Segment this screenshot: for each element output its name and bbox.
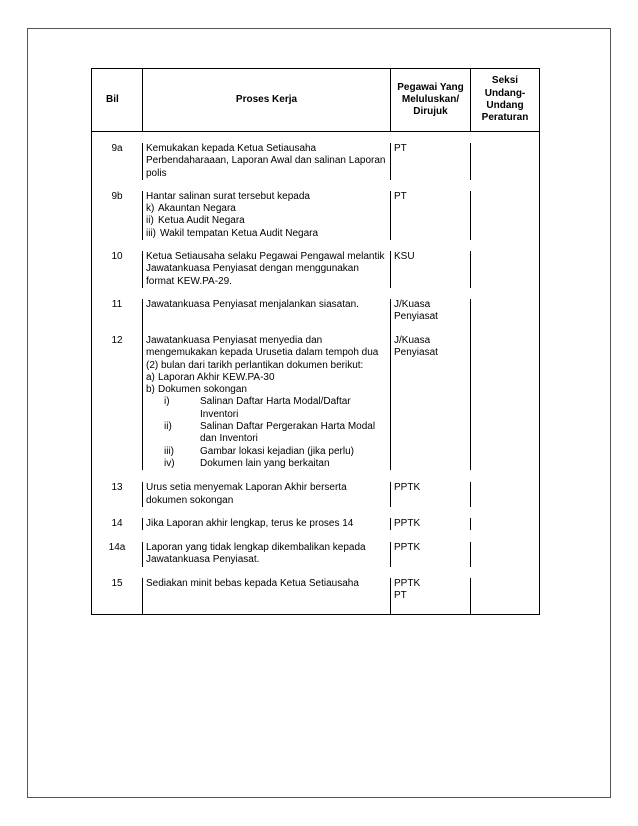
list-marker: iii) xyxy=(146,227,156,239)
row-pegawai xyxy=(391,335,471,470)
row-pegawai-11: J/Kuasa Penyiasat xyxy=(394,298,438,323)
row-content xyxy=(143,191,391,240)
header-pegawai: Pegawai Yang Meluluskan/ Dirujuk xyxy=(391,69,471,132)
row-bil: 10 xyxy=(92,251,143,288)
row-bil: 12 xyxy=(92,335,143,470)
row-pegawai-line2: PT xyxy=(394,590,407,602)
row-text: Sediakan minit bebas kepada Ketua Setiausaha xyxy=(143,578,391,603)
list-text: Salinan Daftar Pergerakan Harta Modal dan Inventori xyxy=(200,421,376,445)
table-header-row xyxy=(92,69,540,132)
row-text: Kemukakan kepada Ketua Setiausaha Perbendaharaaan, Laporan Awal dan salinan Laporan polis xyxy=(143,143,391,180)
list-marker: iii) xyxy=(164,445,174,457)
row-bil: 9a xyxy=(92,143,143,180)
row-seksi xyxy=(471,299,540,325)
row-pegawai: PT xyxy=(391,191,471,240)
row-text: Jawatankuasa Penyiasat menjalankan siasatan. xyxy=(143,299,391,325)
sub-list-item xyxy=(146,421,387,446)
table-row xyxy=(92,542,540,567)
sub-list-item xyxy=(146,396,387,421)
list-text: Akauntan Negara xyxy=(158,203,236,215)
row-pegawai: KSU xyxy=(391,251,471,288)
row-text: Urus setia menyemak Laporan Akhir berserta dokumen sokongan xyxy=(143,482,391,507)
list-marker: b) xyxy=(146,384,155,396)
row-pegawai: PT xyxy=(391,143,471,180)
row-seksi xyxy=(471,335,540,470)
row-bil: 14a xyxy=(92,542,143,567)
list-text: Salinan Daftar Harta Modal/Daftar Inventori xyxy=(200,396,351,420)
header-proses-kerja: Proses Kerja xyxy=(143,69,391,132)
row-seksi xyxy=(471,542,540,567)
row-bil: 11 xyxy=(92,299,143,325)
row-text: Hantar salinan surat tersebut kepada xyxy=(146,190,310,202)
row-pegawai xyxy=(391,578,471,603)
row-seksi xyxy=(471,482,540,507)
row-pegawai: PPTK xyxy=(391,542,471,567)
row-bil: 9b xyxy=(92,191,143,240)
list-item xyxy=(146,228,387,240)
table-row xyxy=(92,578,540,603)
process-table xyxy=(91,68,540,615)
row-text: Ketua Setiausaha selaku Pegawai Pengawal melantik Jawatankuasa Penyiasat dengan menggunakan format KEW.PA-29. xyxy=(143,251,391,288)
list-item xyxy=(146,372,387,384)
row-content xyxy=(143,335,391,470)
list-text: Gambar lokasi kejadian (jika perlu) xyxy=(200,445,354,457)
list-item xyxy=(146,384,387,396)
list-marker: a) xyxy=(146,371,155,383)
list-marker: ii) xyxy=(146,215,154,227)
row-pegawai: PPTK xyxy=(391,482,471,507)
list-marker: iv) xyxy=(164,457,175,469)
sub-list-item xyxy=(146,446,387,458)
sub-list-item xyxy=(146,458,387,470)
row-seksi xyxy=(471,251,540,288)
table-row xyxy=(92,482,540,507)
table-row xyxy=(92,191,540,240)
list-item xyxy=(146,215,387,227)
row-seksi xyxy=(471,143,540,180)
row-pegawai: PPTK xyxy=(391,518,471,530)
row-seksi xyxy=(471,518,540,530)
row-seksi xyxy=(471,578,540,603)
header-seksi: Seksi Undang-Undang Peraturan xyxy=(471,69,540,132)
table-row xyxy=(92,299,540,325)
row-bil: 14 xyxy=(92,518,143,530)
table-row xyxy=(92,335,540,470)
list-text: Dokumen lain yang berkaitan xyxy=(200,457,330,469)
row-pegawai xyxy=(391,299,471,335)
list-text: Ketua Audit Negara xyxy=(158,215,245,227)
list-marker: k) xyxy=(146,203,155,215)
table-row xyxy=(92,251,540,288)
list-marker: i) xyxy=(164,396,170,408)
row-text: Jika Laporan akhir lengkap, terus ke proses 14 xyxy=(143,518,391,530)
table-row xyxy=(92,143,540,180)
row-pegawai-line1: PPTK xyxy=(394,577,421,589)
row-bil: 13 xyxy=(92,482,143,507)
row-bil: 15 xyxy=(92,578,143,603)
list-item xyxy=(146,203,387,215)
row-seksi xyxy=(471,191,540,240)
list-text: Wakil tempatan Ketua Audit Negara xyxy=(160,227,319,239)
list-marker: ii) xyxy=(164,421,172,433)
row-pegawai-12: J/Kuasa Penyiasat xyxy=(394,334,438,359)
header-bil: Bil xyxy=(92,69,143,132)
table-row xyxy=(92,518,540,530)
row-text: Laporan yang tidak lengkap dikembalikan kepada Jawatankuasa Penyiasat. xyxy=(143,542,391,567)
list-text: Dokumen sokongan xyxy=(158,384,247,396)
row-text: Jawatankuasa Penyiasat menyedia dan mengemukakan kepada Urusetia dalam tempoh dua (2) bulan dari tarikh perlantikan dokumen berikut: xyxy=(146,334,379,371)
list-text: Laporan Akhir KEW.PA-30 xyxy=(158,371,275,383)
